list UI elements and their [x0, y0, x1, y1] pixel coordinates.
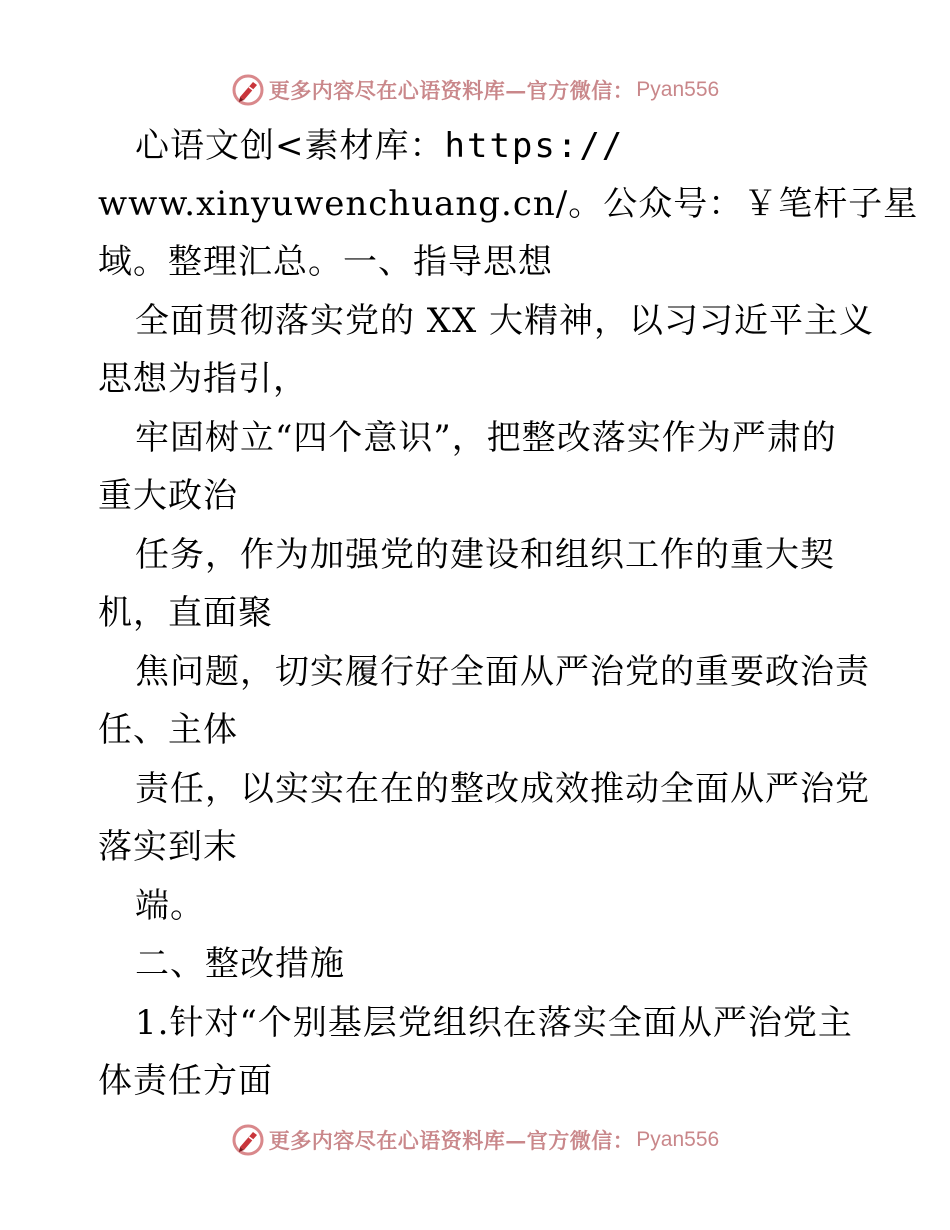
- paragraph-line: 机，直面聚: [98, 593, 273, 633]
- paragraph-line: 任、主体: [98, 710, 238, 750]
- paragraph-line: 思想为指引，: [98, 359, 308, 399]
- banner-text: 更多内容尽在心语资料库—官方微信：: [268, 1128, 635, 1153]
- paragraph-line: 焦问题，切实履行好全面从严治党的重要政治责: [135, 652, 870, 692]
- pen-logo-icon: [231, 73, 265, 107]
- paragraph-line: 重大政治: [98, 476, 238, 516]
- paragraph-line: [135, 117, 624, 175]
- paragraph-line: 1.针对“个别基层党组织在落实全面从严治党主: [135, 1003, 853, 1043]
- paragraph-line: 域。整理汇总。一、指导思想: [98, 242, 553, 282]
- paragraph-line: www.xinyuwenchuang.cn/。公众号：￥笔杆子星: [98, 184, 919, 224]
- paragraph-line: 牢固树立“四个意识”，把整改落实作为严肃的: [135, 418, 837, 458]
- banner-wechat-id: Pyan556: [636, 78, 720, 101]
- paragraph-line: 责任，以实实在在的整改成效推动全面从严治党: [135, 769, 870, 809]
- paragraph-line: 体责任方面: [98, 1061, 273, 1101]
- banner-wechat-id: Pyan556: [636, 1128, 720, 1151]
- paragraph-line: 落实到末: [98, 827, 238, 867]
- paragraph-line: 任务，作为加强党的建设和组织工作的重大契: [135, 535, 835, 575]
- line-url-fragment: https://: [444, 126, 625, 166]
- pen-logo-icon: [231, 1123, 265, 1157]
- banner-text: 更多内容尽在心语资料库—官方微信：: [268, 78, 635, 103]
- paragraph-line: 全面贯彻落实党的 XX 大精神，以习习近平主义: [135, 301, 875, 341]
- line-text: 心语文创<素材库：: [135, 126, 445, 166]
- paragraph-line: 端。: [135, 886, 205, 926]
- section-heading: 二、整改措施: [135, 944, 345, 984]
- footer-watermark-banner: [0, 1120, 950, 1160]
- header-watermark-banner: [0, 70, 950, 110]
